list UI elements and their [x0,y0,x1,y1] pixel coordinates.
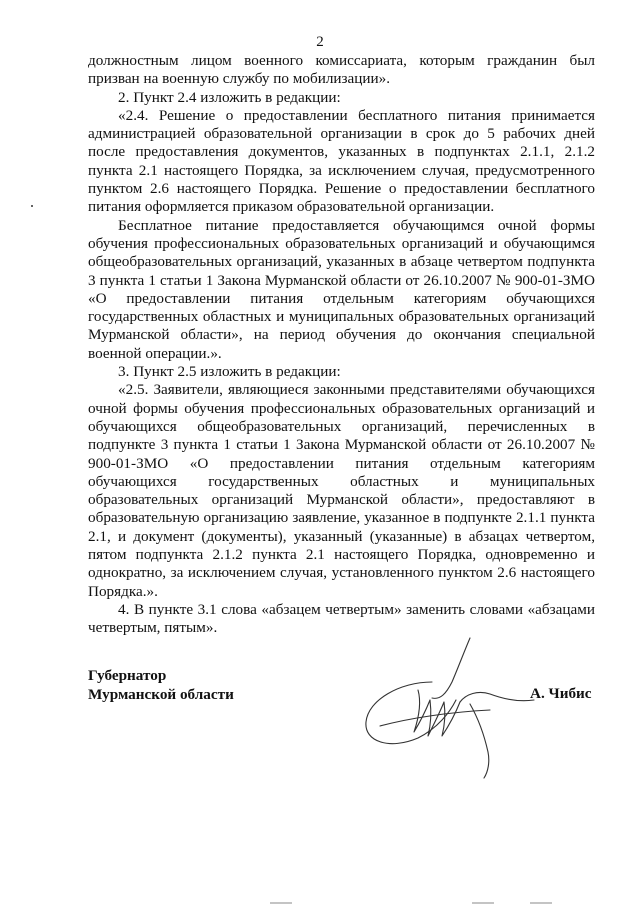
paragraph-continuation: должностным лицом военного комиссариата, которым гражданин был призван на военную службу по мобилизации». [88,52,595,88]
signatory-title-line2: Мурманской области [88,686,234,703]
document-body [88,52,595,638]
handwritten-signature [360,630,550,780]
signatory-name: А. Чибис [530,685,592,702]
paragraph-item-3: 3. Пункт 2.5 изложить в редакции: [118,363,341,381]
page-number: 2 [316,34,324,50]
scan-dot [31,205,33,207]
paragraph-item-2: 2. Пункт 2.4 изложить в редакции: [118,88,341,106]
signatory-title [88,666,234,704]
paragraph-free-meals: Бесплатное питание предоставляется обучающимся очной формы обучения профессиональных образовательных организаций и обучающимся общеобразовательных организаций, указанных в абзаце четвертом подпункта 3 пункта 1 статьи 1 Закона Мурманской области от 26.10.2007 № 900-01-ЗМО «О предоставлении питания отдельным категориям обучающихся государственных областных и муниципальных образовательных организаций Мурманской области», на период обучения до окончания специальной военной операции.». [88,216,595,362]
paragraph-item-4: 4. В пункте 3.1 слова «абзацем четвертым» заменить словами «абзацами четвертым, пятым». [88,600,595,637]
signatory-title-line1: Губернатор [88,667,167,684]
scan-edge-marks [0,890,640,905]
paragraph-item-2-4-text: «2.4. Решение о предоставлении бесплатного питания принимается администрацией образовательной организации в срок до 5 рабочих дней после предоставления документов, указанных в подпунктах 2.1.1, 2.1.2 пункта 2.1 настоящего Порядка, за исключением случая, предусмотренного пунктом 2.6 настоящего Порядка. Решение о предоставлении бесплатного питания оформляется приказом образовательной организации. [88,106,595,216]
paragraph-item-2-5-text: «2.5. Заявители, являющиеся законными представителями обучающихся очной формы обучения профессиональных образовательных организаций и обучающихся общеобразовательных организаций, перечисленных в подпункте 3 пункта 1 статьи 1 Закона Мурманской области от 26.10.2007 № 900-01-ЗМО «О предоставлении питания отдельным категориям обучающихся государственных областных и муниципальных образовательных организаций Мурманской области», предоставляют в образовательную организацию заявление, указанное в подпункте 2.1.1 пункта 2.1, и документ (документы), указанный (указанные) в абзацах четвертом, пятом подпункта 2.1.2 пункта 2.1 настоящего Порядка, одновременно и однократно, за исключением случая, установленного пунктом 2.6 настоящего Порядка.». [88,381,595,600]
